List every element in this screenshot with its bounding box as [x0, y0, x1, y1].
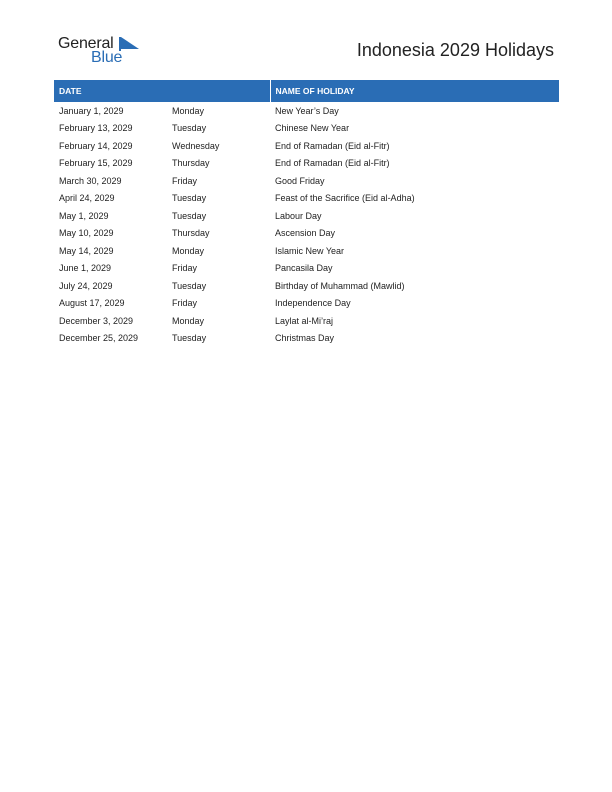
row-day: Tuesday — [172, 123, 207, 134]
row-holiday-name: New Year’s Day — [275, 105, 339, 116]
row-date: February 13, 2029 — [59, 123, 133, 134]
row-day: Tuesday — [172, 193, 207, 204]
table-row — [54, 330, 559, 348]
row-holiday-name: End of Ramadan (Eid al-Fitr) — [275, 158, 390, 169]
table-row — [54, 242, 559, 260]
table-body — [54, 102, 559, 347]
row-date: May 1, 2029 — [59, 210, 109, 221]
row-holiday-name: Labour Day — [275, 210, 322, 221]
table-row — [54, 312, 559, 330]
row-holiday-name: Birthday of Muhammad (Mawlid) — [275, 280, 405, 291]
row-holiday-name: Independence Day — [275, 298, 351, 309]
header-date: DATE — [54, 80, 270, 102]
row-holiday-name: Ascension Day — [275, 228, 336, 239]
table-header-row — [54, 80, 559, 102]
table-row — [54, 137, 559, 155]
row-date: July 24, 2029 — [59, 280, 113, 291]
row-date: March 30, 2029 — [59, 175, 122, 186]
row-holiday-name: Pancasila Day — [275, 263, 333, 274]
table-row — [54, 172, 559, 190]
table-row — [54, 102, 559, 120]
table-row — [54, 155, 559, 173]
row-date: August 17, 2029 — [59, 298, 125, 309]
row-day: Tuesday — [172, 210, 207, 221]
table-row — [54, 120, 559, 138]
logo-word-blue: Blue — [91, 49, 123, 66]
table-row — [54, 295, 559, 313]
row-date: May 14, 2029 — [59, 245, 114, 256]
table-row — [54, 225, 559, 243]
row-day: Tuesday — [172, 333, 207, 344]
row-day: Tuesday — [172, 280, 207, 291]
row-day: Thursday — [172, 228, 210, 239]
row-holiday-name: Chinese New Year — [275, 123, 350, 134]
row-holiday-name: End of Ramadan (Eid al-Fitr) — [275, 140, 390, 151]
row-date: January 1, 2029 — [59, 105, 124, 116]
row-holiday-name: Good Friday — [275, 175, 325, 186]
table-row — [54, 190, 559, 208]
row-date: December 3, 2029 — [59, 315, 134, 326]
row-day: Wednesday — [172, 140, 220, 151]
row-date: May 10, 2029 — [59, 228, 114, 239]
logo-word-general: General — [58, 35, 114, 52]
holiday-table — [54, 80, 559, 347]
header-holiday-name: NAME OF HOLIDAY — [270, 80, 559, 102]
table-row — [54, 277, 559, 295]
row-date: December 25, 2029 — [59, 333, 139, 344]
row-day: Friday — [172, 175, 198, 186]
row-day: Friday — [172, 298, 198, 309]
row-day: Friday — [172, 263, 198, 274]
row-day: Monday — [172, 315, 205, 326]
row-day: Monday — [172, 245, 205, 256]
row-holiday-name: Christmas Day — [275, 333, 335, 344]
row-date: February 15, 2029 — [59, 158, 133, 169]
row-holiday-name: Laylat al-Mi’raj — [275, 315, 334, 326]
row-day: Monday — [172, 105, 205, 116]
row-date: February 14, 2029 — [59, 140, 133, 151]
row-date: June 1, 2029 — [59, 263, 112, 274]
generalblue-logo — [58, 35, 148, 69]
row-holiday-name: Islamic New Year — [275, 245, 345, 256]
row-holiday-name: Feast of the Sacrifice (Eid al-Adha) — [275, 193, 415, 204]
table-row — [54, 207, 559, 225]
table-row — [54, 260, 559, 278]
row-date: April 24, 2029 — [59, 193, 115, 204]
page-title: Indonesia 2029 Holidays — [356, 40, 554, 60]
row-day: Thursday — [172, 158, 210, 169]
